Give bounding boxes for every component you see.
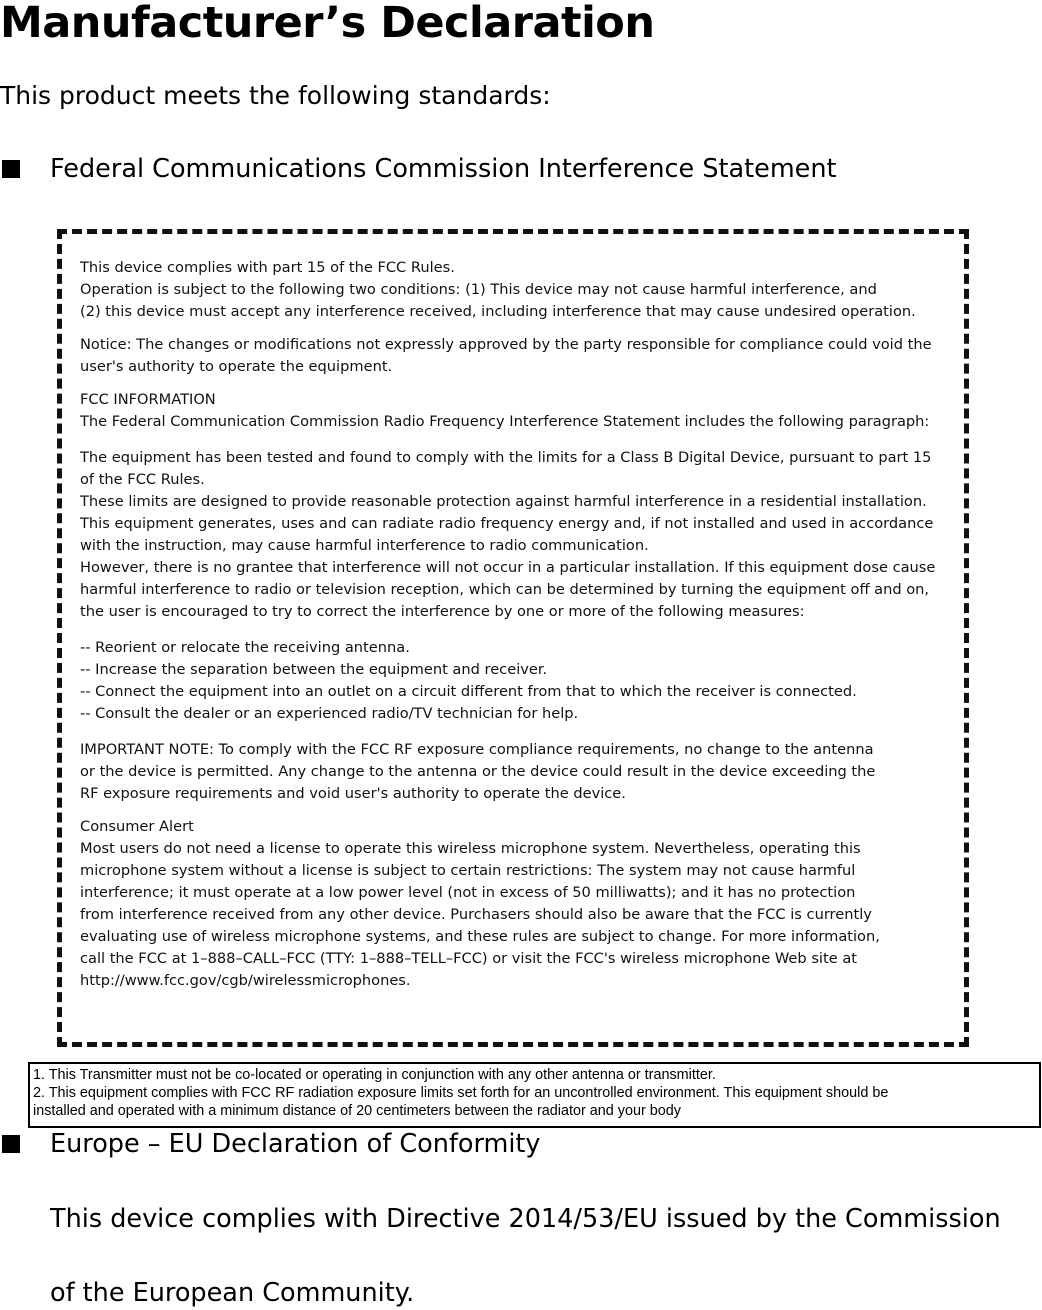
fcc-line: interference; it must operate at a low power level (not in excess of 50 milliwatts); and it has no protection [80, 884, 856, 901]
rf-exposure-notice-box [28, 1062, 1041, 1128]
fcc-line: http://www.fcc.gov/cgb/wirelessmicrophones. [80, 972, 411, 989]
fcc-line: microphone system without a license is subject to certain restrictions: The system may not cause harmful [80, 862, 856, 879]
page-title: Manufacturer’s Declaration [0, 0, 655, 48]
fcc-line: -- Connect the equipment into an outlet on a circuit different from that to which the receiver is connected. [80, 683, 857, 700]
fcc-line: Most users do not need a license to operate this wireless microphone system. Nevertheless, operating this [80, 840, 861, 857]
fcc-line: Notice: The changes or modifications not expressly approved by the party responsible for compliance could void the [80, 336, 932, 353]
eu-text-line: This device complies with Directive 2014/53/EU issued by the Commission [50, 1204, 1001, 1234]
eu-section-heading [0, 1127, 541, 1161]
fcc-line: The Federal Communication Commission Radio Frequency Interference Statement includes the following paragraph: [80, 413, 930, 430]
square-bullet-icon [2, 160, 20, 178]
notice-line: 2. This equipment complies with FCC RF radiation exposure limits set forth for an uncontrolled environment. This equipment should be [33, 1085, 889, 1101]
fcc-line: harmful interference to radio or television reception, which can be determined by turning the equipment off and on, [80, 581, 930, 598]
fcc-line: FCC INFORMATION [80, 391, 216, 408]
fcc-line: This equipment generates, uses and can radiate radio frequency energy and, if not installed and used in accordance [80, 515, 934, 532]
fcc-line: Operation is subject to the following two conditions: (1) This device may not cause harmful interference, and [80, 281, 877, 298]
square-bullet-icon [2, 1135, 20, 1153]
notice-line: 1. This Transmitter must not be co-located or operating in conjunction with any other antenna or transmitter. [33, 1067, 716, 1083]
fcc-line: call the FCC at 1–888–CALL–FCC (TTY: 1–888–TELL–FCC) or visit the FCC's wireless microphone Web site at [80, 950, 857, 967]
fcc-line: -- Reorient or relocate the receiving antenna. [80, 639, 410, 656]
notice-line: installed and operated with a minimum distance of 20 centimeters between the radiator and your body [33, 1103, 681, 1119]
fcc-line: IMPORTANT NOTE: To comply with the FCC RF exposure compliance requirements, no change to the antenna [80, 741, 874, 758]
eu-heading-text: Europe – EU Declaration of Conformity [50, 1129, 541, 1159]
fcc-heading-text: Federal Communications Commission Interference Statement [50, 154, 837, 184]
fcc-line: from interference received from any other device. Purchasers should also be aware that the FCC is currently [80, 906, 872, 923]
fcc-line: the user is encouraged to try to correct the interference by one or more of the following measures: [80, 603, 805, 620]
eu-text-line: of the European Community. [50, 1278, 415, 1308]
fcc-line: RF exposure requirements and void user's authority to operate the device. [80, 785, 626, 802]
fcc-line: -- Increase the separation between the equipment and receiver. [80, 661, 548, 678]
fcc-line: (2) this device must accept any interference received, including interference that may cause undesired operation. [80, 303, 916, 320]
fcc-line: of the FCC Rules. [80, 471, 205, 488]
fcc-section-heading [0, 152, 837, 186]
fcc-line: user's authority to operate the equipment. [80, 358, 393, 375]
fcc-line: with the instruction, may cause harmful interference to radio communication. [80, 537, 649, 554]
fcc-line: -- Consult the dealer or an experienced radio/TV technician for help. [80, 705, 579, 722]
fcc-line: This device complies with part 15 of the FCC Rules. [80, 259, 455, 276]
fcc-statement-text [80, 257, 958, 992]
intro-text: This product meets the following standards: [0, 81, 551, 110]
fcc-line: Consumer Alert [80, 818, 194, 835]
fcc-line: These limits are designed to provide reasonable protection against harmful interference in a residential installation. [80, 493, 927, 510]
fcc-line: or the device is permitted. Any change to the antenna or the device could result in the device exceeding the [80, 763, 876, 780]
fcc-line: evaluating use of wireless microphone systems, and these rules are subject to change. For more information, [80, 928, 880, 945]
fcc-line: However, there is no grantee that interference will not occur in a particular installation. If this equipment dose cause [80, 559, 936, 576]
fcc-line: The equipment has been tested and found to comply with the limits for a Class B Digital Device, pursuant to part 15 [80, 449, 932, 466]
